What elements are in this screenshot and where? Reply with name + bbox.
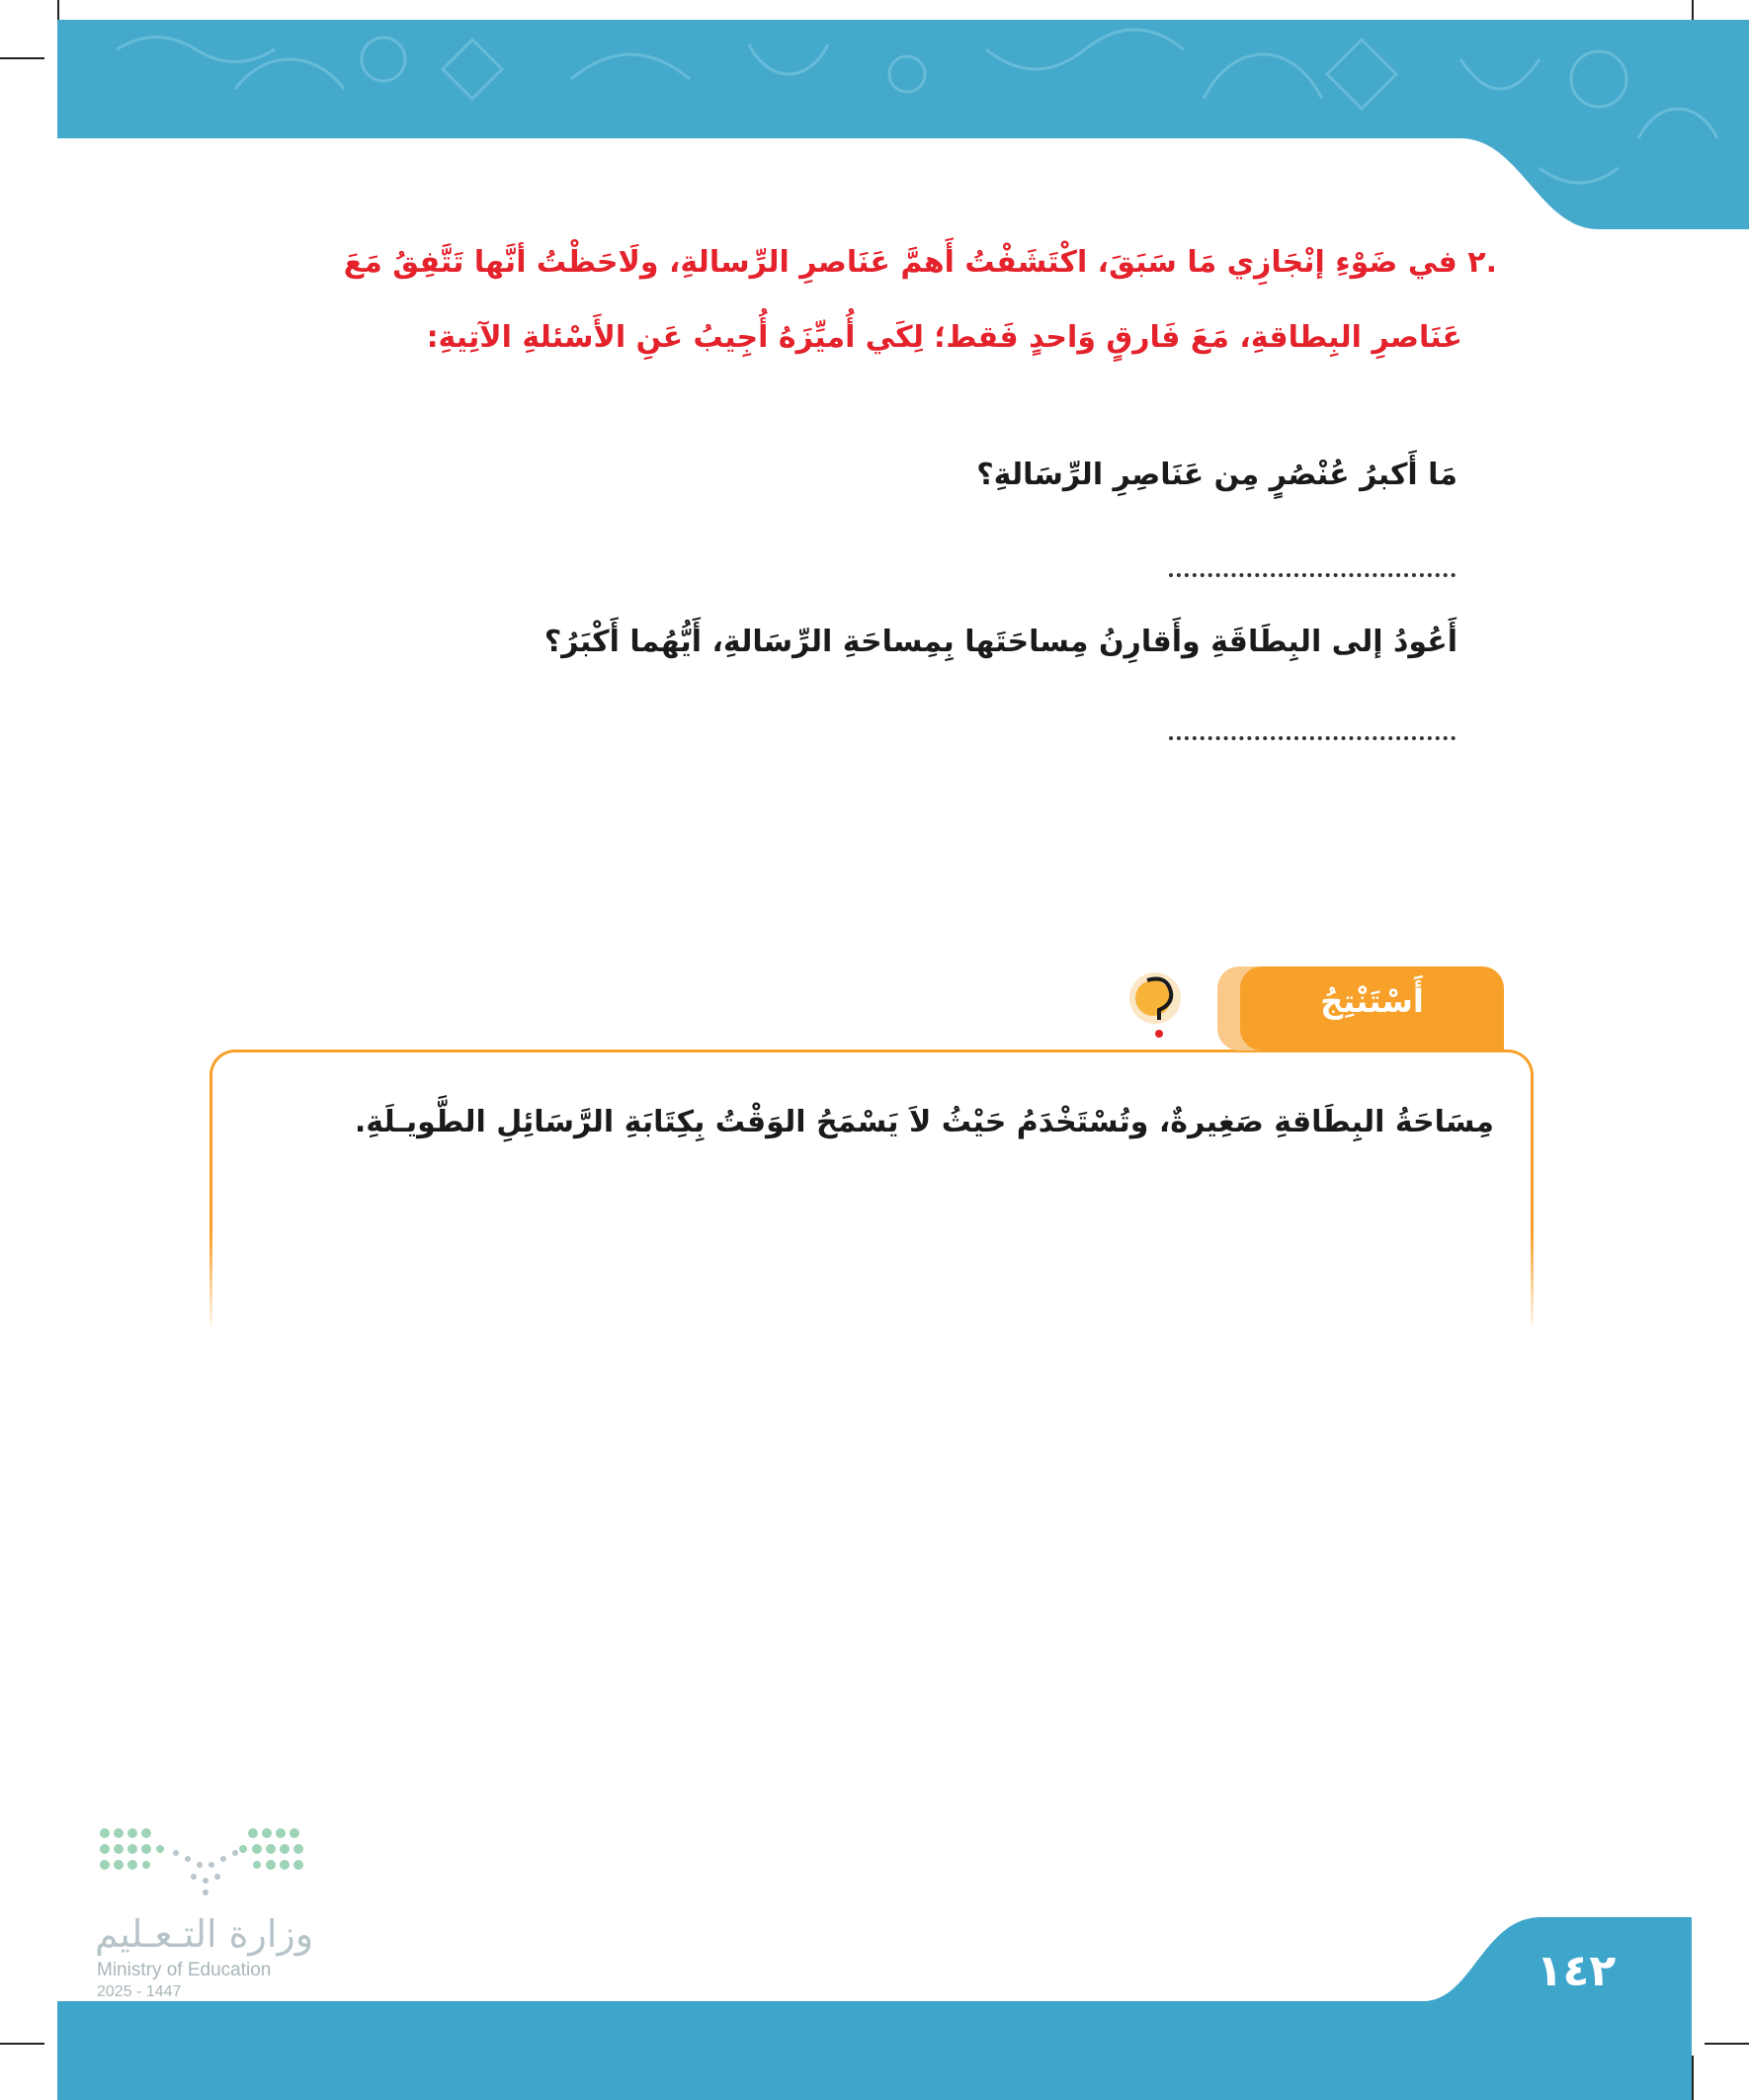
ministry-logo-year: 2025 - 1447 bbox=[97, 1983, 182, 2000]
header-band bbox=[57, 20, 1749, 229]
question-line-1 bbox=[133, 243, 1497, 282]
question-line-2: عَنَاصرِ البِطاقةِ، مَعَ فَارقٍ وَاحدٍ فَقط؛ لِكَي أُميِّزَهُ أُجِيبُ عَنِ الأَسْئلةِ الآتِيةِ: bbox=[426, 320, 1462, 355]
question-number: .٢ bbox=[1467, 245, 1497, 280]
conclude-fade bbox=[203, 1235, 1546, 1334]
sub-question-2: أَعُودُ إلى البِطَاقَةِ وأَقارِنُ مِساحَتَها بِمِساحَةِ الرِّسَالةِ، أَيُّهُما أَكْبَرُ؟ bbox=[543, 625, 1458, 659]
crop-mark bbox=[0, 57, 44, 59]
question-text-1: في ضَوْءِ إنْجَازِي مَا سَبَقَ، اكْتَشَفْتُ أَهمَّ عَنَاصرِ الرِّسالةِ، ولَاحَظْتُ أنَّها تَتَّفِقُ مَعَ bbox=[343, 245, 1458, 280]
answer-line-1[interactable] bbox=[1169, 553, 1456, 577]
ministry-logo-english: Ministry of Education bbox=[97, 1960, 272, 1980]
question-bulb-icon bbox=[1122, 968, 1191, 1048]
answer-line-2[interactable] bbox=[1169, 716, 1456, 740]
sub-question-1: مَا أَكبرُ عُنْصُرٍ مِن عَنَاصِرِ الرِّسَالةِ؟ bbox=[976, 458, 1458, 492]
ministry-logo-arabic: وزارة التـعـليم bbox=[95, 1912, 314, 1956]
page-number: ١٤٢ bbox=[1536, 1946, 1617, 1996]
conclude-text: مِسَاحَةُ البِطَاقةِ صَغِيرةٌ، وتُسْتَخْدَمُ حَيْثُ لاَ يَسْمَحُ الوَقْتُ بِكِتَابَةِ الرَّسَائِلِ الطَّويـلَةِ. bbox=[354, 1105, 1494, 1139]
ministry-dots-logo-icon bbox=[95, 1823, 312, 1902]
conclude-title: أَسْتَنْتِجُ bbox=[1320, 982, 1424, 1020]
